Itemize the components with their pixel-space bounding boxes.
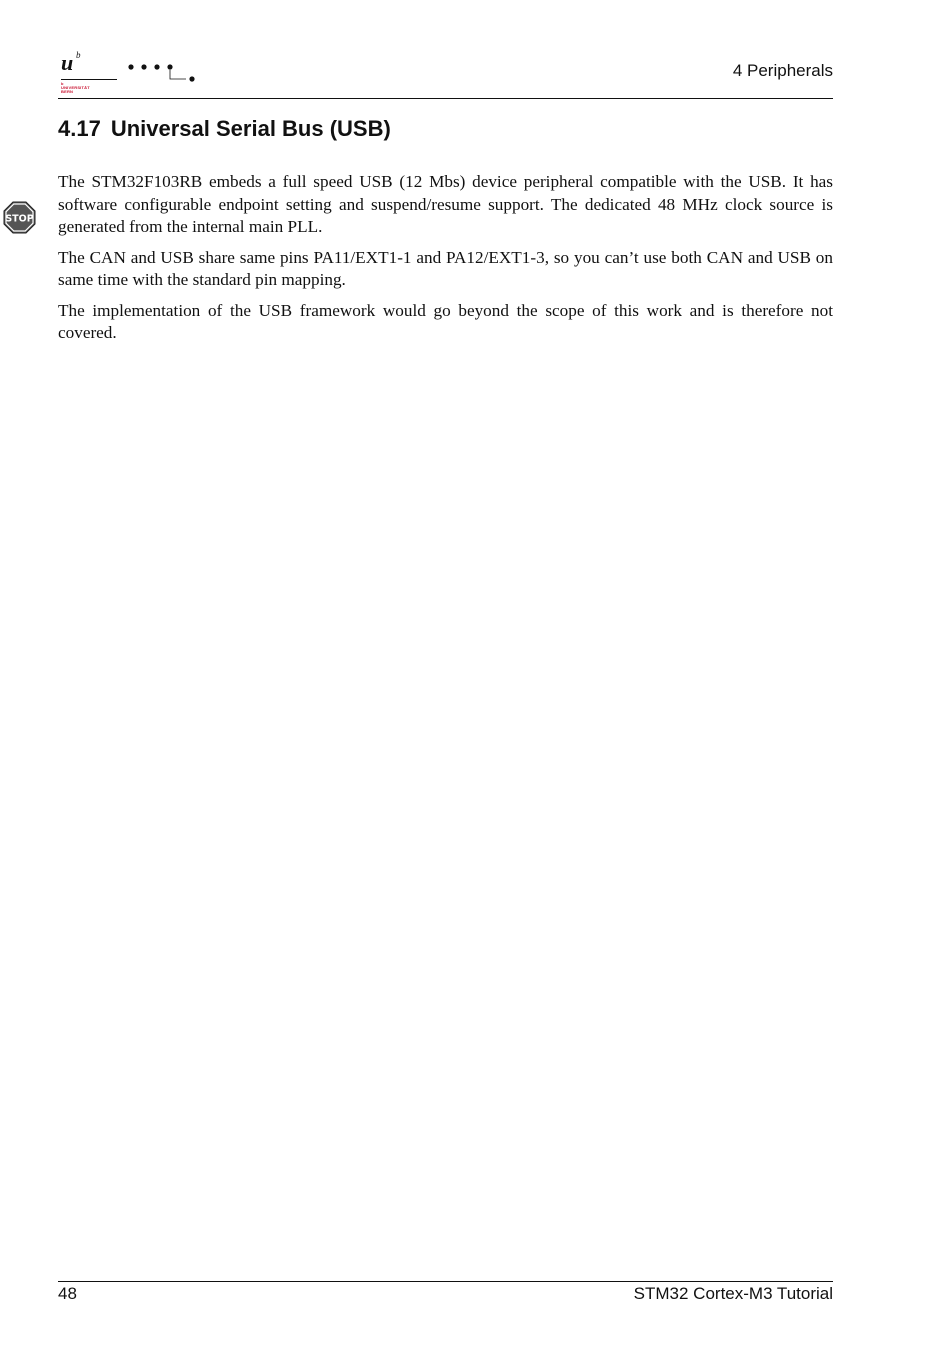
paragraph: The implementation of the USB framework would go beyond the scope of this work and is therefore not covered. bbox=[58, 300, 833, 342]
logo-rule bbox=[61, 79, 117, 80]
logo-wordmark: b UNIVERSITÄT BERN bbox=[61, 81, 90, 94]
running-head: 4 Peripherals bbox=[732, 61, 833, 80]
paragraph: The STM32F103RB embeds a full speed USB (12 Mbs) device peripheral compatible with the USB. It has software configurable endpoint setting and suspend/resume support. The dedicated 48 MHz clock source is generated from the internal main PLL. bbox=[58, 172, 833, 236]
paragraph: The CAN and USB share same pins PA11/EXT1-1 and PA12/EXT1-3, so you can’t use both CAN and USB on same time with the standard pin mapping. bbox=[58, 247, 833, 289]
stop-sign-icon bbox=[3, 201, 36, 234]
page-footer bbox=[58, 1281, 833, 1306]
running-foot: STM32 Cortex-M3 Tutorial bbox=[633, 1284, 833, 1303]
svg-text:STOP: STOP bbox=[5, 213, 34, 225]
body-text bbox=[58, 171, 833, 353]
section-title-text: Universal Serial Bus (USB) bbox=[110, 116, 391, 141]
section-number: 4.17 bbox=[58, 116, 101, 141]
page-header bbox=[58, 48, 833, 99]
logo-superscript: b bbox=[76, 50, 81, 60]
university-bern-logo bbox=[58, 48, 208, 98]
logo-letter: u bbox=[61, 50, 74, 75]
logo-dots-icon bbox=[128, 60, 208, 84]
page-number: 48 bbox=[58, 1284, 77, 1303]
section-title bbox=[58, 116, 391, 142]
